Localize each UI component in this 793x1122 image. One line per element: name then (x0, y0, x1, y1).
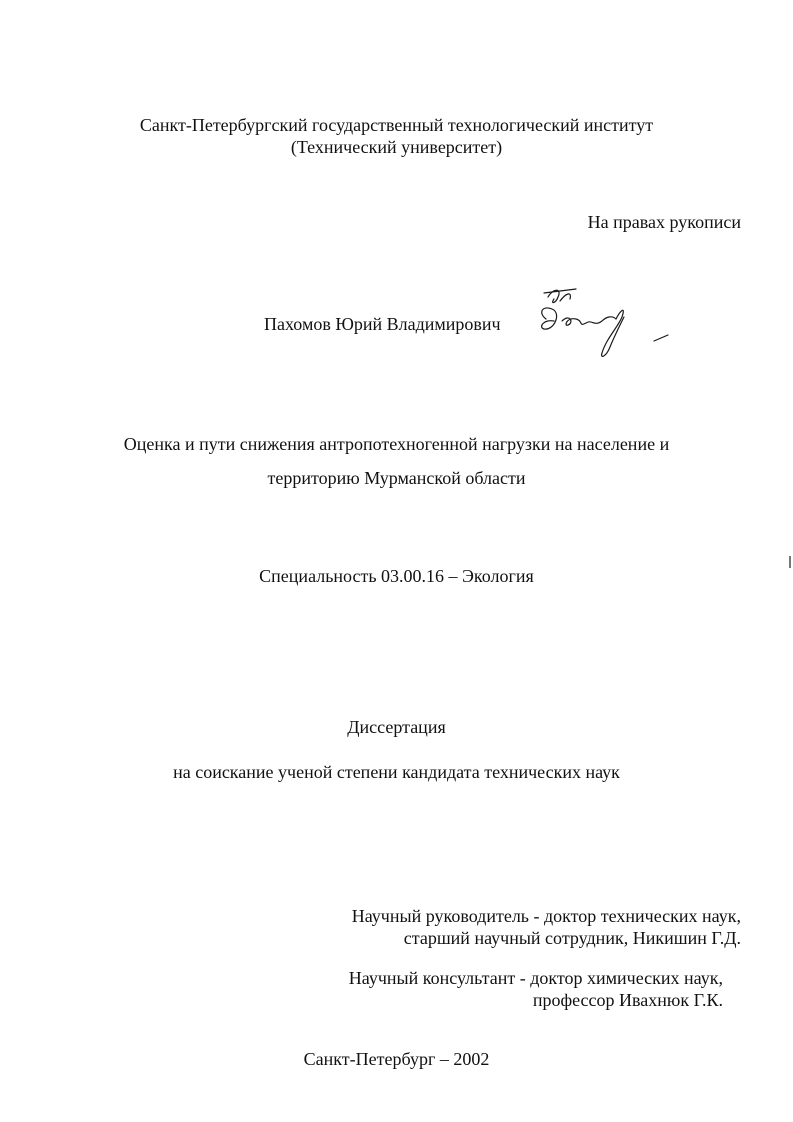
supervisor-line-2: старший научный сотрудник, Никишин Г.Д. (403, 928, 741, 948)
consultant-line-1: Научный консультант - доктор химических наук, (348, 968, 723, 988)
author-name: Пахомов Юрий Владимирович (264, 314, 501, 334)
institution-subtitle: (Технический университет) (290, 137, 503, 157)
dissertation-title-line-2: территорию Мурманской области (267, 468, 526, 488)
supervisor-line-1: Научный руководитель - доктор технических наук, (351, 906, 741, 926)
degree-description: на соискание ученой степени кандидата технических наук (173, 762, 620, 782)
dissertation-title-line-1: Оценка и пути снижения антропотехногенной нагрузки на население и (123, 434, 670, 454)
scan-artifact (789, 556, 791, 568)
institution-name: Санкт-Петербургский государственный технологический институт (139, 115, 654, 135)
city-year: Санкт-Петербург – 2002 (303, 1049, 490, 1069)
author-signature (536, 283, 676, 365)
specialty: Специальность 03.00.16 – Экология (259, 566, 534, 586)
manuscript-note: На правах рукописи (587, 212, 741, 232)
consultant-line-2: профессор Ивахнюк Г.К. (532, 990, 723, 1010)
work-type-label: Диссертация (347, 717, 446, 737)
